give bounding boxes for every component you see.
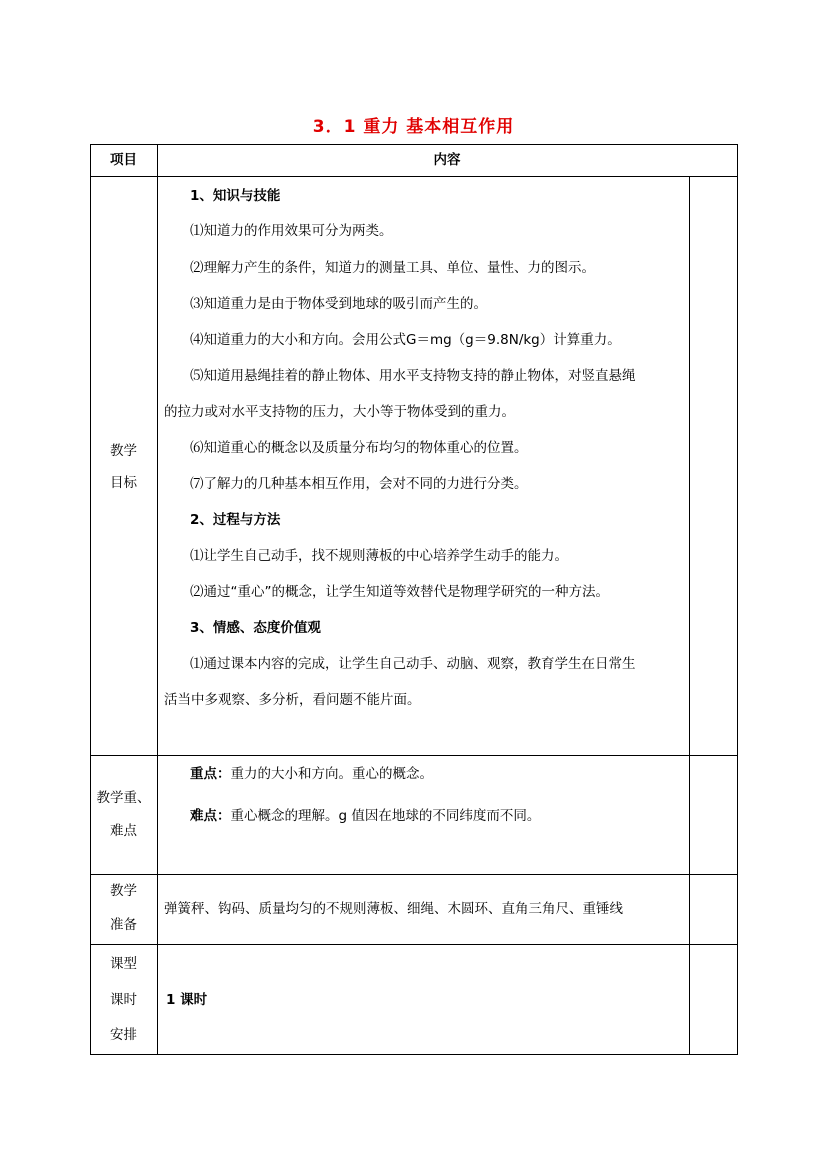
key-point-text: 重力的大小和方向。重心的概念。 bbox=[230, 766, 433, 782]
header-content: 内容 bbox=[433, 152, 461, 168]
key-points-label: 难点 bbox=[110, 823, 137, 839]
table-rule bbox=[90, 874, 738, 875]
list-item: ⑴让学生自己动手，找不规则薄板的中心培养学生动手的能力。 bbox=[190, 548, 568, 564]
key-points-label: 教学重、 bbox=[96, 790, 151, 806]
table-border-bottom bbox=[90, 1054, 738, 1055]
table-rule bbox=[90, 755, 738, 756]
table-border-top bbox=[90, 144, 738, 145]
list-item: ⑶知道重力是由于物体受到地球的吸引而产生的。 bbox=[190, 296, 487, 312]
page-title: 3．1 重力 基本相互作用 bbox=[312, 117, 515, 137]
list-item: 活当中多观察、多分析，看问题不能片面。 bbox=[164, 692, 421, 708]
schedule-text: 1 课时 bbox=[166, 992, 208, 1008]
table-rule bbox=[90, 944, 738, 945]
list-item: ⑷知道重力的大小和方向。会用公式G＝mg（g＝9.8N/kg）计算重力。 bbox=[190, 332, 621, 348]
list-item: ⑴知道力的作用效果可分为两类。 bbox=[190, 223, 393, 239]
schedule-label: 课型 bbox=[110, 956, 137, 972]
key-point-label: 重点： bbox=[190, 766, 231, 782]
list-item: ⑺了解力的几种基本相互作用，会对不同的力进行分类。 bbox=[190, 476, 528, 492]
difficult-point bbox=[190, 806, 540, 826]
difficult-point-text: 重心概念的理解。g 值因在地球的不同纬度而不同。 bbox=[230, 808, 541, 824]
table-column-divider bbox=[689, 176, 690, 1055]
schedule-label: 安排 bbox=[110, 1027, 137, 1043]
header-item: 项目 bbox=[110, 152, 137, 168]
section-heading: 3、情感、态度价值观 bbox=[190, 620, 321, 636]
table-rule bbox=[90, 176, 738, 177]
list-item: ⑴通过课本内容的完成，让学生自己动手、动脑、观察，教育学生在日常生 bbox=[190, 656, 636, 672]
list-item: ⑵通过“重心”的概念，让学生知道等效替代是物理学研究的一种方法。 bbox=[190, 584, 609, 600]
preparation-label: 准备 bbox=[110, 917, 137, 933]
table-column-divider bbox=[157, 144, 158, 1055]
list-item: ⑹知道重心的概念以及质量分布均匀的物体重心的位置。 bbox=[190, 440, 528, 456]
key-point bbox=[190, 764, 433, 784]
preparation-label: 教学 bbox=[110, 883, 137, 899]
preparation-text: 弹簧秤、钩码、质量均匀的不规则薄板、细绳、木圆环、直角三角尺、重锤线 bbox=[164, 901, 623, 917]
table-border-right bbox=[737, 144, 738, 1055]
list-item: 的拉力或对水平支持物的压力，大小等于物体受到的重力。 bbox=[164, 404, 515, 420]
list-item: ⑸知道用悬绳挂着的静止物体、用水平支持物支持的静止物体，对竖直悬绳 bbox=[190, 368, 636, 384]
objectives-label: 教学 bbox=[110, 443, 137, 459]
schedule-label: 课时 bbox=[110, 992, 137, 1008]
section-heading: 1、知识与技能 bbox=[190, 188, 281, 204]
objectives-label: 目标 bbox=[110, 475, 137, 491]
section-heading: 2、过程与方法 bbox=[190, 512, 281, 528]
difficult-point-label: 难点： bbox=[190, 808, 231, 824]
list-item: ⑵理解力产生的条件，知道力的测量工具、单位、量性、力的图示。 bbox=[190, 260, 595, 276]
